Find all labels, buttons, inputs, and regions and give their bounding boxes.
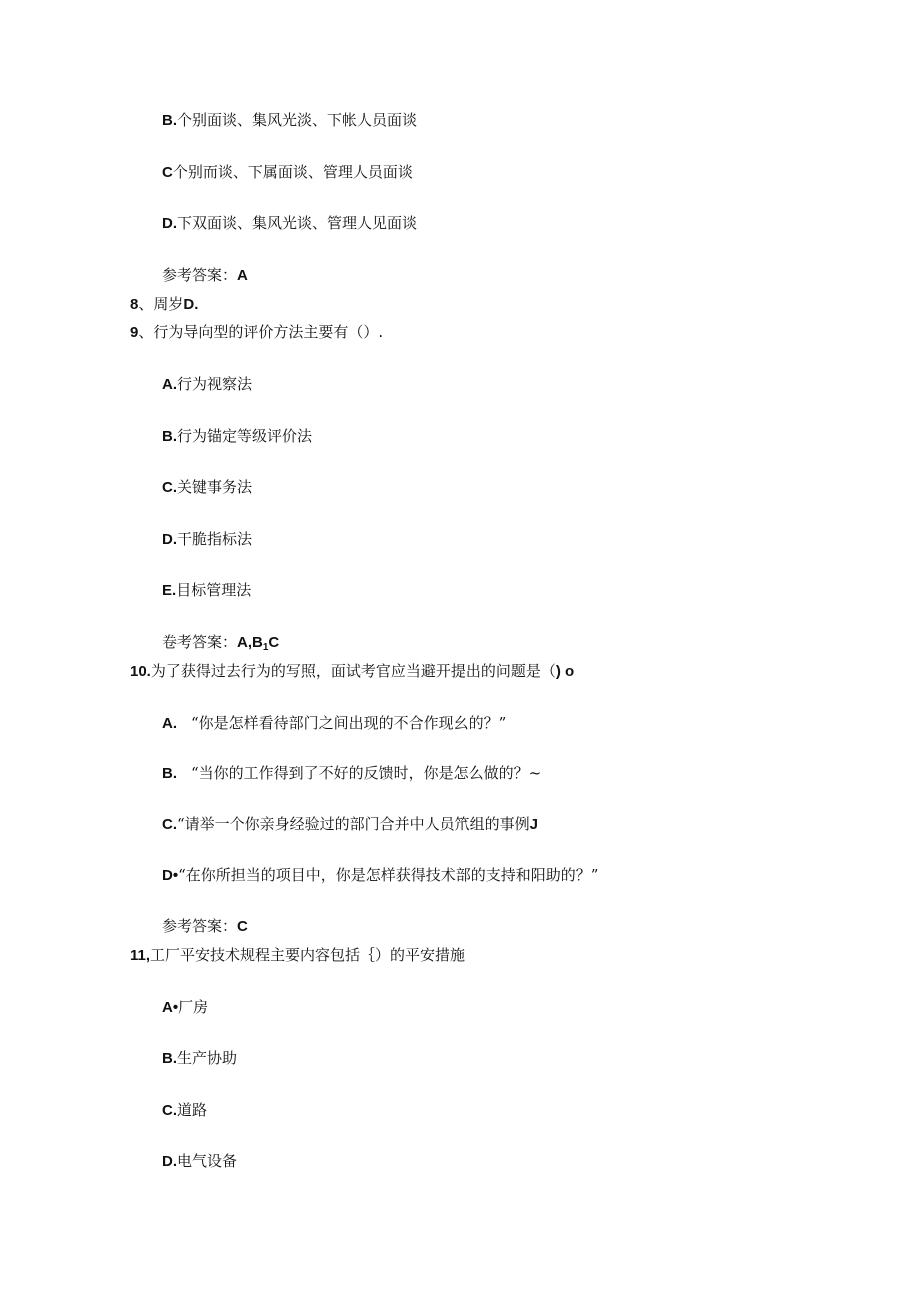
q9-option-b (162, 426, 312, 447)
question-number: 9 (130, 324, 139, 341)
question-text: 、周岁 (138, 295, 184, 313)
q7-option-d (162, 213, 417, 234)
option-text: 个别而谈、下属面谈、管理人员面谈 (172, 163, 413, 181)
q7-option-b (162, 110, 417, 131)
answer-value: C (237, 918, 248, 935)
question-text-bold: D. (183, 296, 199, 313)
option-text: 下双面谈、集风光谈、管理人见面谈 (177, 214, 418, 232)
option-text: 关键事务法 (177, 478, 253, 496)
option-text: 厂房 (178, 998, 209, 1016)
option-text: 行为视察法 (177, 375, 253, 393)
answer-label: 卷考答案： (162, 633, 238, 651)
answer-value: A (237, 267, 248, 284)
q7-option-c (162, 162, 413, 183)
question-text: 为了获得过去行为的写照，面试考官应当避开提出的问题是（ (150, 662, 556, 680)
option-letter: D. (162, 531, 177, 548)
option-letter: A. (162, 376, 177, 393)
option-letter: B. (162, 1050, 177, 1067)
q11-option-b (162, 1048, 237, 1069)
option-letter: B. (162, 428, 177, 445)
q9-option-c (162, 477, 252, 498)
question-number: 8 (130, 296, 139, 313)
option-text: 道路 (177, 1101, 208, 1119)
q10-option-c (162, 814, 538, 835)
q10-answer (162, 916, 248, 937)
q9-stem (130, 322, 383, 343)
option-text: “你是怎样看待部门之间出现的不合作现幺的？” (191, 714, 507, 732)
answer-label: 参考答案： (162, 917, 238, 935)
q9-option-d (162, 529, 252, 550)
option-letter: C. (162, 1102, 177, 1119)
option-letter: B. (162, 112, 177, 129)
option-letter: D. (162, 1153, 177, 1170)
option-text: 目标管理法 (176, 581, 252, 599)
option-text: 个别面谈、集风光淡、下帐人员面谈 (177, 111, 418, 129)
option-text: 干脆指标法 (177, 530, 253, 548)
option-letter: A. (162, 715, 177, 732)
question-number: 10. (130, 663, 151, 680)
option-text: 生产协助 (177, 1049, 238, 1067)
q9-option-e (162, 580, 251, 601)
option-letter: D• (162, 867, 179, 884)
q10-stem (130, 661, 574, 682)
q10-option-a (162, 713, 506, 734)
option-text: 电气设备 (177, 1152, 238, 1170)
answer-value-end: C (268, 634, 280, 651)
option-letter: D. (162, 215, 177, 232)
q8-line (130, 294, 198, 315)
option-text: “当你的工作得到了不好的反馈时，你是怎么做的？~ (191, 764, 542, 782)
option-letter: C. (162, 479, 177, 496)
q10-option-b (162, 763, 541, 784)
option-letter: C (162, 164, 173, 181)
q11-option-c (162, 1100, 207, 1121)
option-letter: B. (162, 765, 177, 782)
answer-subscript: 1 (262, 642, 269, 653)
answer-value: A,B (237, 634, 263, 651)
q7-answer (162, 265, 248, 286)
option-text: “请举一个你亲身经验过的部门合并中人员笊组的事例 (177, 815, 530, 833)
q10-option-d (162, 865, 598, 886)
q11-option-a (162, 997, 208, 1018)
option-letter: C. (162, 816, 177, 833)
option-text: “在你所担当的项目中，你是怎样获得技术部的支持和阳助的？” (178, 866, 599, 884)
question-text: 工厂平安技术规程主要内容包括｛）的平安措施 (150, 946, 466, 964)
question-number: 11, (130, 947, 151, 964)
option-letter: A• (162, 999, 179, 1016)
question-text-end: ) o (555, 663, 575, 680)
option-text-tail: J (529, 816, 539, 833)
question-text: 、行为导向型的评价方法主要有（）. (138, 323, 384, 341)
option-letter: E. (162, 582, 177, 599)
answer-label: 参考答案： (162, 266, 238, 284)
q11-option-d (162, 1151, 237, 1172)
option-text: 行为锚定等级评价法 (177, 427, 313, 445)
q9-option-a (162, 374, 252, 395)
q9-answer (162, 632, 279, 658)
q11-stem (130, 945, 465, 966)
